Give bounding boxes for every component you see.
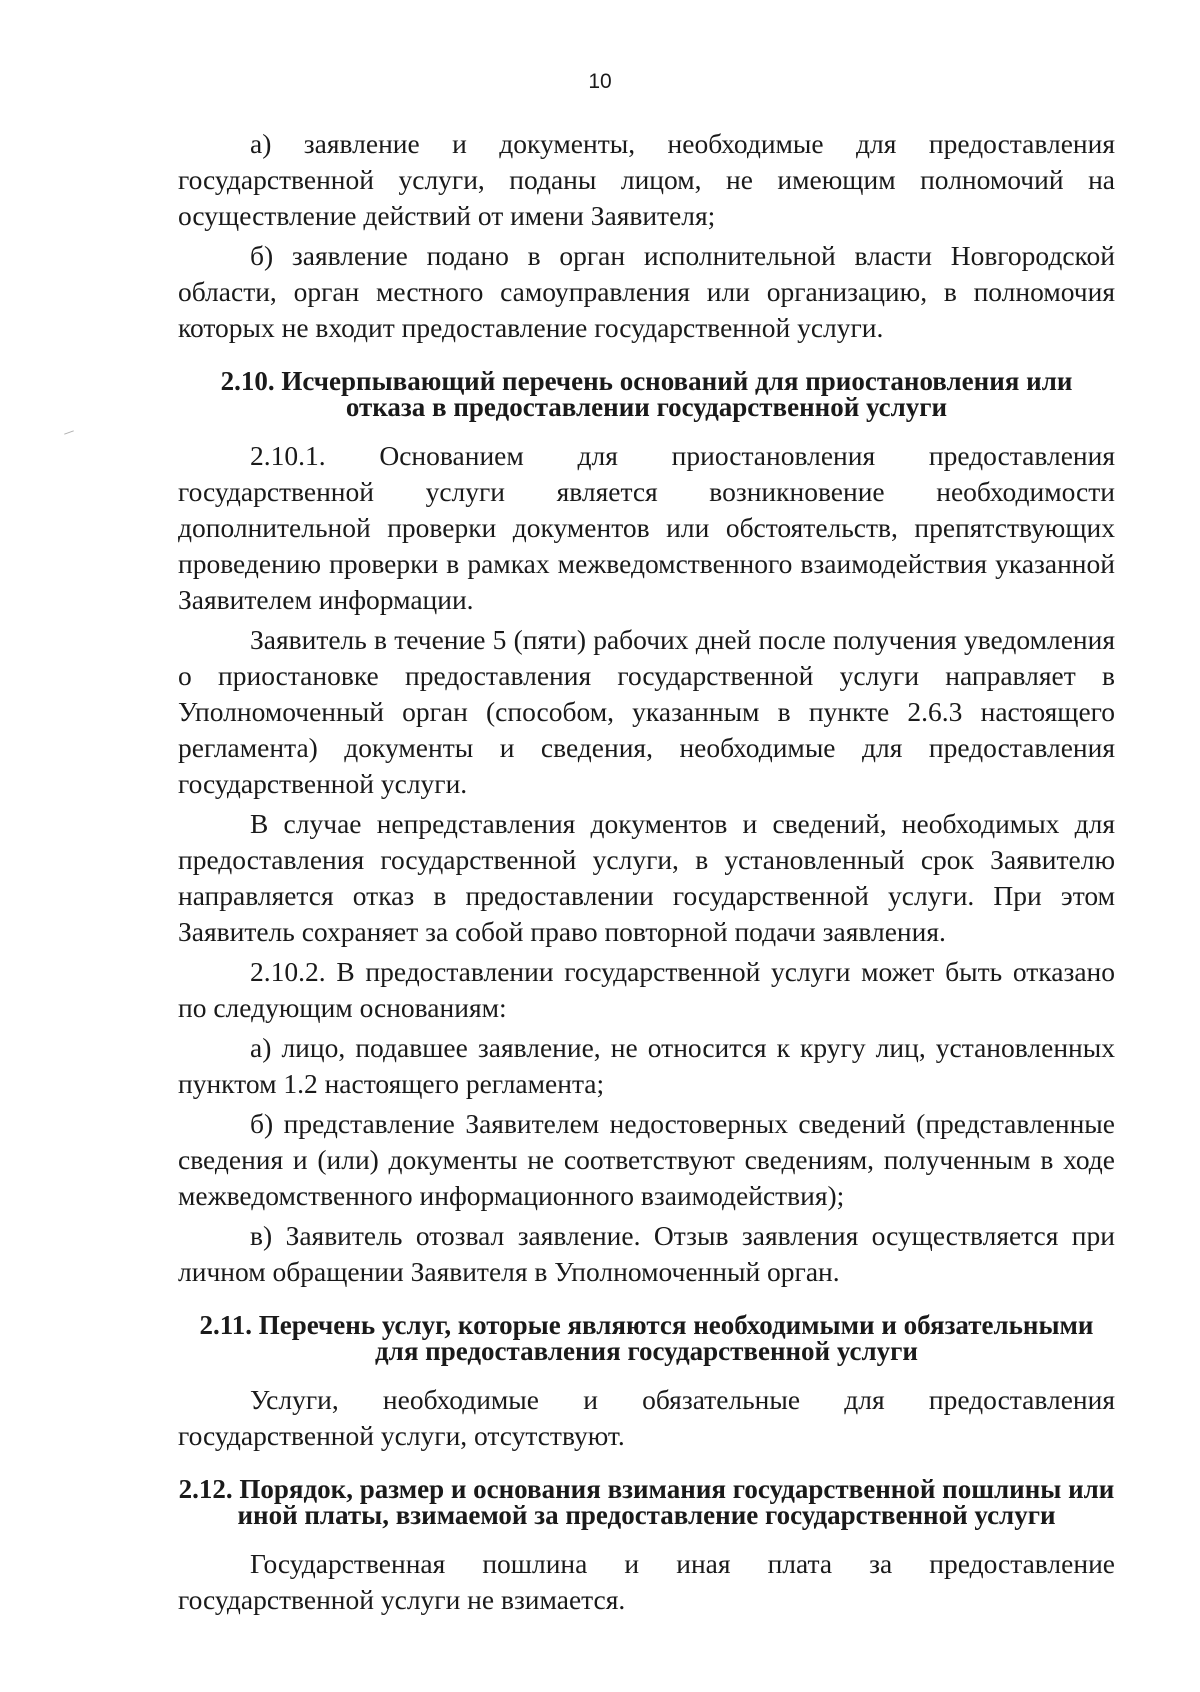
heading-2-10: 2.10. Исчерпывающий перечень оснований для приостановления или отказа в предоставлении государственной услуги [220, 366, 1073, 422]
paragraph-2-10-2: 2.10.2. В предоставлении государственной услуги может быть отказано по следующим основаниям: [178, 956, 1115, 1023]
paragraph-services: Услуги, необходимые и обязательные для предоставления государственной услуги, отсутствуют. [178, 1384, 1115, 1451]
paragraph-applicant-deadline: Заявитель в течение 5 (пяти) рабочих дней после получения уведомления о приостановке предоставления государственной услуги направляет в Уполномоченный орган (способом, указанным в пункте 2.6.3 настоящего регламента) документы и сведения, необходимые для предоставления государственной услуги. [178, 624, 1115, 799]
paragraph-2-10-1: 2.10.1. Основанием для приостановления предоставления государственной услуги является возникновение необходимости дополнительной проверки документов или обстоятельств, препятствующих проведению проверки в рамках межведомственного взаимодействия указанной Заявителем информации. [178, 440, 1115, 615]
paragraph-fee: Государственная пошлина и иная плата за предоставление государственной услуги не взимается. [178, 1548, 1115, 1615]
paragraph-refusal-a: а) лицо, подавшее заявление, не относится к кругу лиц, установленных пунктом 1.2 настоящего регламента; [178, 1032, 1115, 1099]
margin-mark [64, 430, 74, 434]
paragraph-refusal-b: б) представление Заявителем недостоверных сведений (представленные сведения и (или) документы не соответствуют сведениям, полученным в ходе межведомственного информационного взаимодействия); [178, 1108, 1115, 1211]
paragraph-refusal-c: в) Заявитель отозвал заявление. Отзыв заявления осуществляется при личном обращении Заявителя в Уполномоченный орган. [178, 1220, 1115, 1287]
heading-2-12: 2.12. Порядок, размер и основания взимания государственной пошлины или иной платы, взимаемой за предоставление государственной услуги [178, 1474, 1115, 1530]
paragraph-b: б) заявление подано в орган исполнительной власти Новгородской области, орган местного самоуправления или организацию, в полномочия которых не входит предоставление государственной услуги. [178, 240, 1115, 343]
page-number: 10 [588, 70, 612, 93]
paragraph-a: а) заявление и документы, необходимые для предоставления государственной услуги, поданы лицом, не имеющим полномочий на осуществление действий от имени Заявителя; [178, 128, 1115, 231]
heading-2-11: 2.11. Перечень услуг, которые являются необходимыми и обязательными для предоставления государственной услуги [199, 1310, 1094, 1366]
document-body [178, 126, 1115, 1618]
paragraph-non-submission: В случае непредставления документов и сведений, необходимых для предоставления государственной услуги, в установленный срок Заявителю направляется отказ в предоставлении государственной услуги. При этом Заявитель сохраняет за собой право повторной подачи заявления. [178, 808, 1115, 947]
